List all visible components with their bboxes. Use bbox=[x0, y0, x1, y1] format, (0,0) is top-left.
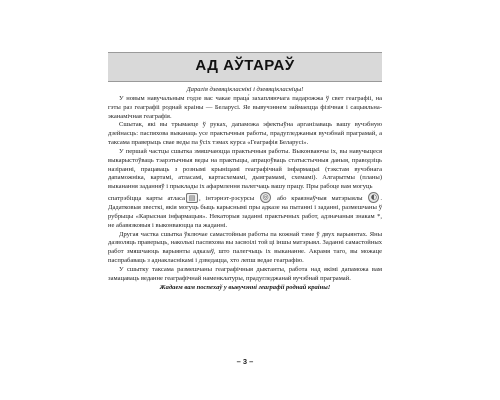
resources-text-cont: . Дадатковыя звесткі, якія могуць быць карыснымі пры адказе на пытанні і заданні, размешчаны ў рубрыцы «Карысная інфармацыя». Некаторыя заданні практычных работ, адзначаныя знакам *, не абавязковыя і выконваюцца па жаданні. bbox=[108, 195, 383, 229]
body-text bbox=[108, 86, 382, 292]
page bbox=[108, 0, 382, 400]
atlas-icon: ▤ bbox=[186, 193, 198, 203]
paragraph-practical: У першай частцы сшытка змяшчаюцца практычныя работы. Выконваючы іх, вы навучыцеся выкарыстоўваць тэарэтычныя веды на практыцы, апрацоўваць статыстычныя даныя, праводзіць назіранні, працаваць з рознымі крыніцамі геаграфічнай інфармацыі (тэкстам вучэбнага дапаможніка, картамі, атласамі, картасхемамі, дыяграмамі, схемамі). Алгарытмы (планы) выканання заданняў і прыклады іх афармлення палегчаць вашу працу. Пры рабоце вам могуць bbox=[108, 147, 382, 191]
greeting: Дарагія дзевяцікласнікі і дзевяцікласніцы! bbox=[186, 86, 304, 93]
resources-text-end: або краязнаўчыя матэрыялы bbox=[276, 195, 363, 203]
page-title: АД АЎТАРАЎ bbox=[195, 57, 295, 74]
title-band bbox=[108, 52, 382, 82]
paragraph-workbook: Сшытак, які вы трымаеце ў руках, дапаможа эфектыўна арганізаваць вашу вучэбную дзейнасць: паспяхова выканаць усе практычныя работы, прадугледжаныя вучэбнай праграмай, а таксама праверыць свае веды па ўсіх тэмах курса «Геаграфія Беларусі». bbox=[108, 121, 382, 147]
local-materials-icon: ◐ bbox=[368, 192, 379, 203]
paragraph-dictations: У сшытку таксама размешчаны геаграфічныя дыктанты, работа над якімі дапаможа вам замацаваць веданне геаграфічнай наменклатуры, прадугледжанай вучэбнай праграмай. bbox=[108, 265, 382, 282]
paragraph-independent: Другая частка сшытка ўключае самастойныя работы па кожнай тэме ў двух варыянтах. Яны дазволяць праверыць, наколькі паспяхова вы засвоілі той ці іншы матэрыял. Заданні самастойных работ змяшчаюць варыянты адказаў, што палегчыць іх выкананне. Акрамя таго, вы можаце паспрабаваць з аднакласнікамі і дзведацца, хто лепш ведае геаграфію. bbox=[108, 230, 382, 265]
resources-text-mid: , інтэрнэт-рэсурсы bbox=[199, 195, 255, 203]
paragraph-resources bbox=[108, 192, 382, 230]
closing-wish: Жадаем вам поспехаў у вывучэнні геаграфіі роднай краіны! bbox=[159, 283, 331, 291]
internet-globe-icon: ◎ bbox=[260, 192, 271, 203]
resources-text-start: спатрэбіцца карты атласа bbox=[108, 195, 186, 203]
paragraph-intro: У новым навучальным годзе вас чакае праца́ захапляючага падарожжа ў свет геаграфіі, на гэты раз геаграфіі роднай краіны — Беларусі. Яе вывучэннем займаецца фізічная і сацыяльна-эканамічная геаграфія. bbox=[108, 94, 382, 120]
page-number: – 3 – bbox=[236, 357, 254, 366]
